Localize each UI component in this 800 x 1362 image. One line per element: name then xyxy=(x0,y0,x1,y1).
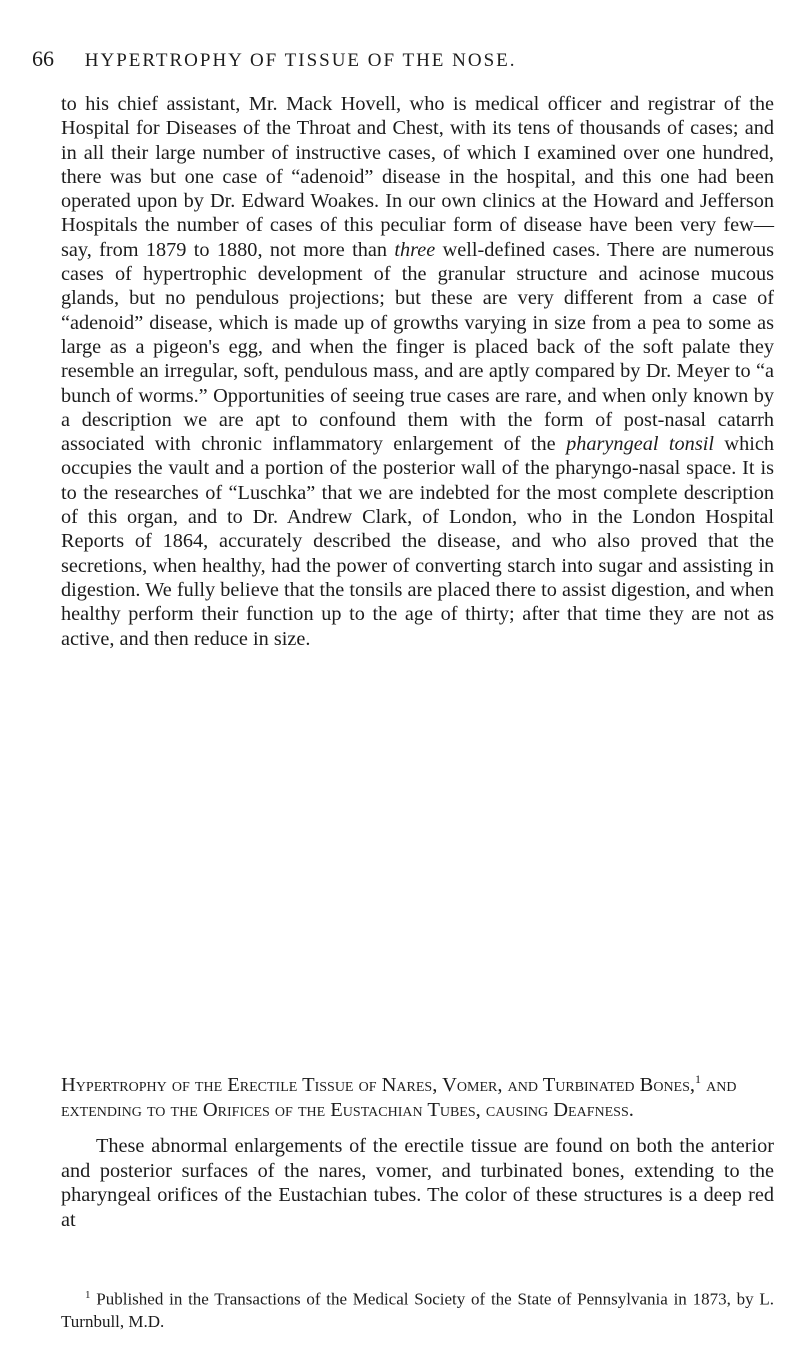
running-title: HYPERTROPHY OF TISSUE OF THE NOSE. xyxy=(84,50,517,71)
section-heading-part-2: and extending to the Orifices of the Eustachian Tubes, causing Deafness. xyxy=(61,1073,737,1121)
footnote-marker: 1 xyxy=(85,1289,91,1301)
body-text-part-2: well-defined cases. There are numerous cases of hypertrophic development of the granular structure and acinose mucous glands, but no pendulous projections; but these are very different from a case of “adenoid” disease, which is made up of growths varying in size from a pea to some as large as a pigeon's egg, and when the finger is placed back of the soft palate they resemble an irregular, soft, pendulous mass, and are aptly compared by Dr. Meyer to “a bunch of worms.” Opportunities of seeing true cases are rare, and when only known by a description we are apt to confound them with the form of post-nasal catarrh associated with chronic inflammatory enlargement of the xyxy=(61,238,774,456)
body-paragraph xyxy=(61,92,774,651)
section-paragraph: These abnormal enlargements of the erectile tissue are found on both the anterior and posterior surfaces of the nares, vomer, and turbinated bones, extending to the pharyngeal orifices of the Eustachian tubes. The color of these structures is a deep red at xyxy=(61,1135,774,1231)
section-heading-part-1: Hypertrophy of the Erectile Tissue of Nares, Vomer, and Turbinated Bones, xyxy=(61,1073,696,1096)
body-text-part-3: which occupies the vault and a portion of the posterior wall of the pharyngo-nasal space. It is to the researches of “Luschka” that we are indebted for the most complete description of this organ, and to Dr. Andrew Clark, of London, who in the London Hospital Reports of 1864, accurately described the disease, and who also proved that the secretions, when healthy, had the power of converting starch into sugar and assisting in digestion. We fully believe that the tonsils are placed there to assist digestion, and when healthy perform their function up to the age of thirty; after that time they are not as active, and then reduce in size. xyxy=(61,433,774,650)
footnote xyxy=(61,1284,774,1333)
page-number: 66 xyxy=(32,46,54,71)
running-head xyxy=(32,46,752,72)
italic-three: three xyxy=(394,238,436,261)
italic-pharyngeal-tonsil: pharyngeal tonsil xyxy=(566,433,714,456)
section-heading xyxy=(61,1067,774,1123)
continued-paragraph xyxy=(61,92,774,651)
footnote-text: Published in the Transactions of the Medical Society of the State of Pennsylvania in 1873, by L. Turnbull, M.D. xyxy=(61,1289,774,1331)
footnote-reference: 1 xyxy=(695,1072,702,1086)
body-text-part-1: to his chief assistant, Mr. Mack Hovell, who is medical officer and registrar of the Hospital for Diseases of the Throat and Chest, with its tens of thousands of cases; and in all their large number of instructive cases, of which I examined over one hundred, there was but one case of “adenoid” disease in the hospital, and this one had been operated upon by Dr. Edward Woakes. In our own clinics at the Howard and Jefferson Hospitals the number of cases of this peculiar form of disease have been very few—say, from 1879 to 1880, not more than xyxy=(61,93,774,261)
